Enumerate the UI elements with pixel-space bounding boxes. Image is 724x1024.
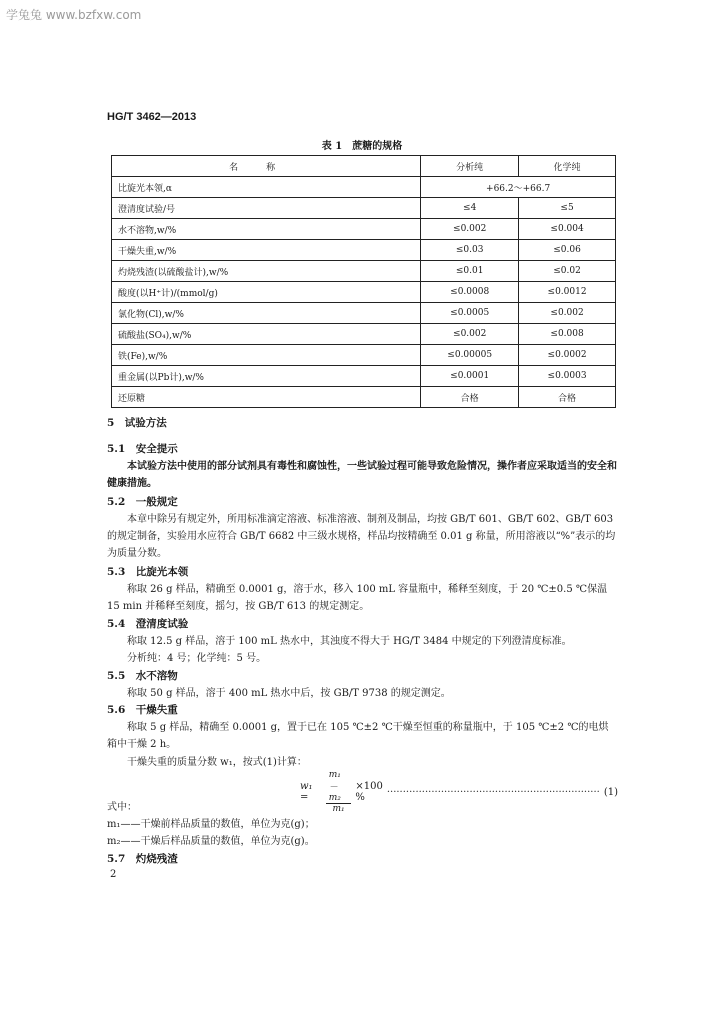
watermark: 学兔兔 www.bzfxw.com xyxy=(6,8,142,22)
formula-lhs: w₁ = xyxy=(300,781,313,803)
row-ar-value: ≤0.0005 xyxy=(421,303,519,324)
row-name: 比旋光本领,α xyxy=(112,177,421,198)
variable-m1-definition: m₁——干燥前样品质量的数值，单位为克(g)； xyxy=(107,819,315,830)
row-ar-value: ≤0.002 xyxy=(421,219,519,240)
section-5-5-heading: 5.5 水不溶物 xyxy=(107,670,178,682)
row-name: 澄清度试验/号 xyxy=(112,198,421,219)
row-cp-value: ≤0.008 xyxy=(519,324,616,345)
row-name: 还原糖 xyxy=(112,387,421,408)
section-5-2-heading: 5.2 一般规定 xyxy=(107,496,178,508)
table-row xyxy=(112,345,616,366)
section-5-3-heading: 5.3 比旋光本领 xyxy=(107,566,189,578)
header-analytical-grade: 分析纯 xyxy=(421,156,519,177)
row-ar-value: 合格 xyxy=(421,387,519,408)
row-ar-value: ≤0.03 xyxy=(421,240,519,261)
row-cp-value: ≤0.0003 xyxy=(519,366,616,387)
where-label: 式中： xyxy=(107,802,137,813)
row-name: 铁(Fe),w/% xyxy=(112,345,421,366)
row-ar-value: ≤0.01 xyxy=(421,261,519,282)
row-name: 水不溶物,w/% xyxy=(112,219,421,240)
row-cp-value: ≤5 xyxy=(519,198,616,219)
row-merged-value: +66.2～+66.7 xyxy=(421,177,616,198)
row-name: 灼烧残渣(以硫酸盐计),w/% xyxy=(112,261,421,282)
table-row xyxy=(112,219,616,240)
table-row xyxy=(112,303,616,324)
table-row xyxy=(112,261,616,282)
table-row xyxy=(112,282,616,303)
row-ar-value: ≤0.0008 xyxy=(421,282,519,303)
specification-table xyxy=(111,155,616,408)
table-row xyxy=(112,324,616,345)
row-ar-value: ≤0.00005 xyxy=(421,345,519,366)
row-cp-value: ≤0.002 xyxy=(519,303,616,324)
section-5-6-heading: 5.6 干燥失重 xyxy=(107,704,178,716)
row-name: 酸度(以H⁺计)/(mmol/g) xyxy=(112,282,421,303)
formula-numerator: m₁－m₂ xyxy=(326,770,352,804)
row-name: 氯化物(Cl),w/% xyxy=(112,303,421,324)
table-row xyxy=(112,366,616,387)
section-5-1-body: 本试验方法中使用的部分试剂具有毒性和腐蚀性，一些试验过程可能导致危险情况，操作者应采取适当的安全和健康措施。 xyxy=(107,461,617,489)
section-5-6-calc-intro: 干燥失重的质量分数 w₁，按式(1)计算： xyxy=(127,757,307,768)
section-5-4-body: 称取 12.5 g 样品，溶于 100 mL 热水中，其浊度不得大于 HG/T 3484 中规定的下列澄清度标准。 xyxy=(127,636,572,647)
header-chemical-grade: 化学纯 xyxy=(519,156,616,177)
section-5-heading: 5 试验方法 xyxy=(107,417,167,429)
row-ar-value: ≤0.002 xyxy=(421,324,519,345)
row-cp-value: ≤0.0002 xyxy=(519,345,616,366)
row-ar-value: ≤0.0001 xyxy=(421,366,519,387)
row-name: 硫酸盐(SO₄),w/% xyxy=(112,324,421,345)
formula-multiplier: ×100 % xyxy=(355,781,383,803)
variable-m2-definition: m₂——干燥后样品质量的数值，单位为克(g)。 xyxy=(107,836,315,847)
page-number: 2 xyxy=(110,869,117,880)
row-ar-value: ≤4 xyxy=(421,198,519,219)
section-5-1-heading: 5.1 安全提示 xyxy=(107,443,178,455)
table-row xyxy=(112,387,616,408)
section-5-3-body: 称取 26 g 样品，精确至 0.0001 g，溶于水，移入 100 mL 容量瓶中，稀释至刻度，于 20 ℃±0.5 ℃保温 15 min 并稀释至刻度，摇匀，按 GB/T 613 的规定测定。 xyxy=(107,584,608,612)
row-cp-value: 合格 xyxy=(519,387,616,408)
table-header-row xyxy=(112,156,616,177)
section-5-4-heading: 5.4 澄清度试验 xyxy=(107,618,189,630)
section-5-4-grades: 分析纯：4 号；化学纯：5 号。 xyxy=(127,653,267,664)
formula-denominator: m₁ xyxy=(332,804,345,814)
table-title: 表 1 蔗糖的规格 xyxy=(321,141,403,152)
formula-equation-number: (1) xyxy=(603,786,618,798)
row-cp-value: ≤0.06 xyxy=(519,240,616,261)
document-id: HG/T 3462—2013 xyxy=(107,111,197,123)
section-5-7-heading: 5.7 灼烧残渣 xyxy=(107,853,178,865)
formula-leader-dots: ··································································· xyxy=(386,786,600,798)
row-cp-value: ≤0.02 xyxy=(519,261,616,282)
section-5-2-body: 本章中除另有规定外，所用标准滴定溶液、标准溶液、制剂及制品，均按 GB/T 601、GB/T 602、GB/T 603 的规定制备，实验用水应符合 GB/T 6682 中三级水规格，样品均按精确至 0.01 g 称量，所用溶液以“%”表示的均为质量分数。 xyxy=(107,514,616,559)
row-name: 重金属(以Pb计),w/% xyxy=(112,366,421,387)
row-cp-value: ≤0.0012 xyxy=(519,282,616,303)
row-name: 干燥失重,w/% xyxy=(112,240,421,261)
table-row xyxy=(112,177,616,198)
header-name: 名称 xyxy=(112,156,421,177)
table-row xyxy=(112,198,616,219)
table-row xyxy=(112,240,616,261)
section-5-5-body: 称取 50 g 样品，溶于 400 mL 热水中后，按 GB/T 9738 的规定测定。 xyxy=(127,688,451,699)
row-cp-value: ≤0.004 xyxy=(519,219,616,240)
section-5-6-body: 称取 5 g 样品，精确至 0.0001 g，置于已在 105 ℃±2 ℃干燥至恒重的称量瓶中，于 105 ℃±2 ℃的电烘箱中干燥 2 h。 xyxy=(107,722,609,750)
